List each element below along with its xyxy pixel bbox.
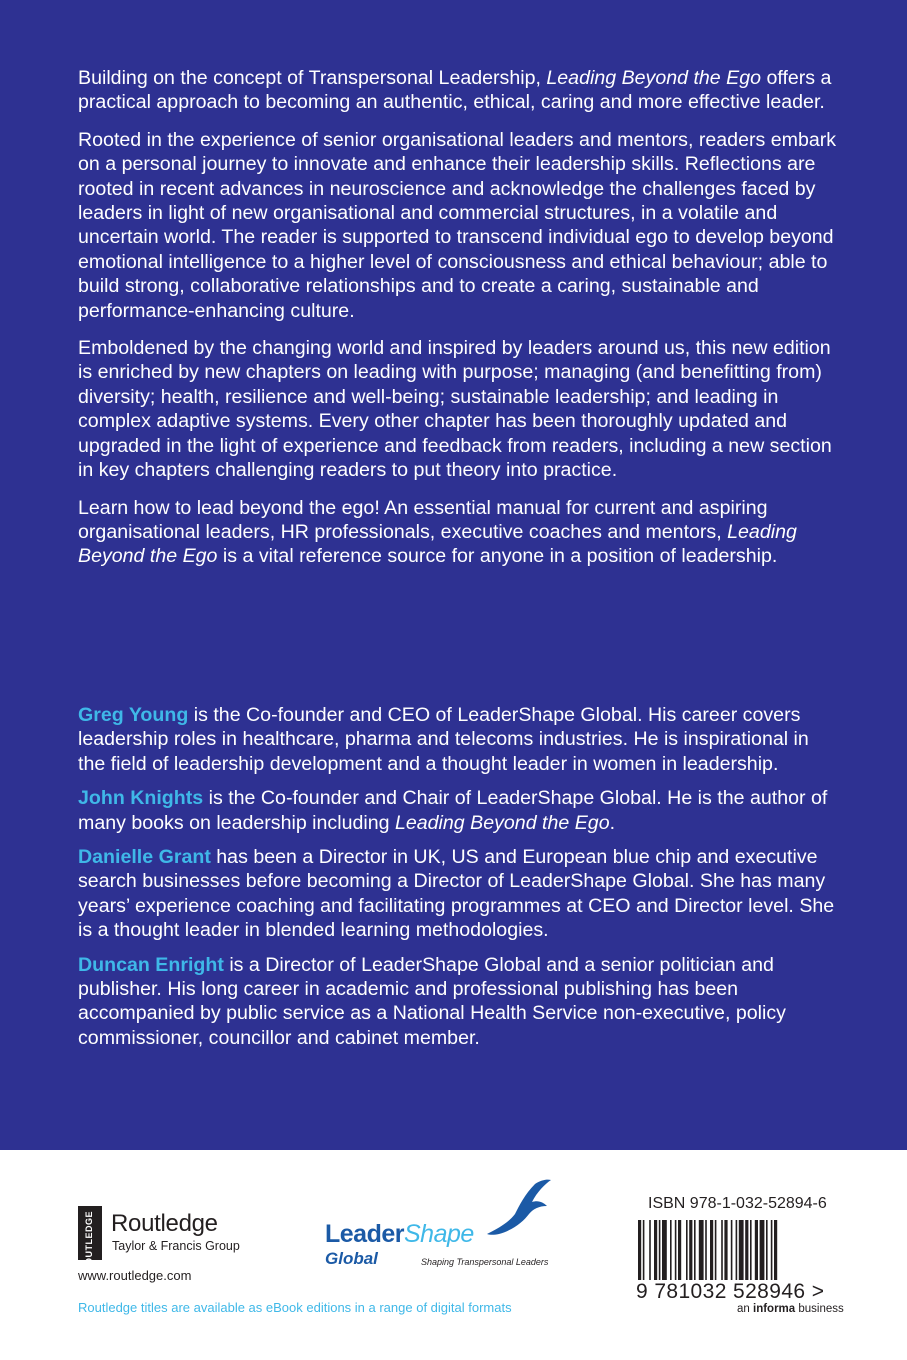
barcode-bar bbox=[731, 1220, 733, 1280]
routledge-subtitle: Taylor & Francis Group bbox=[112, 1239, 240, 1253]
barcode-bar bbox=[766, 1220, 768, 1280]
barcode-bar bbox=[745, 1220, 748, 1280]
leadershape-global: Global bbox=[325, 1249, 378, 1268]
bird-icon bbox=[485, 1178, 555, 1240]
leadershape-logo bbox=[325, 1178, 565, 1273]
routledge-r-icon: ROUTLEDGE bbox=[78, 1206, 102, 1260]
barcode-bar bbox=[654, 1220, 657, 1280]
barcode-bar bbox=[649, 1220, 651, 1280]
author-bio-greg-young: Greg Young is the Co-founder and CEO of LeaderShape Global. His career covers leadership roles in healthcare, pharma and telecoms industries. He is inspirational in the field of leadership development and a thought leader in women in leadership. bbox=[78, 704, 809, 775]
barcode-bar bbox=[739, 1220, 744, 1280]
barcode-bar bbox=[736, 1220, 738, 1280]
informa-tagline: an informa business bbox=[737, 1303, 844, 1315]
barcode-bar bbox=[678, 1220, 681, 1280]
isbn-label: ISBN 978-1-032-52894-6 bbox=[648, 1195, 827, 1212]
routledge-wordmark: Routledge bbox=[111, 1210, 218, 1237]
author-bio-danielle-grant: Danielle Grant has been a Director in UK, US and European blue chip and executive search businesses before becoming a Director of LeaderShape Global. She has many years’ experience coaching and facilitating programmes at CEO and Director level. She is a thought leader in blended learning methodologies. bbox=[78, 846, 835, 942]
author-bio-john-knights: John Knights is the Co-founder and Chair of LeaderShape Global. He is the author of many books on leadership including Leading Beyond the Ego. bbox=[78, 787, 828, 834]
barcode-number: 9 781032 528946 > bbox=[636, 1280, 825, 1303]
author-bio-duncan-enright: Duncan Enright is a Director of LeaderShape Global and a senior politician and publisher. His long career in academic and professional publishing has been accompanied by public service as a National Health Service non-executive, policy commissioner, councillor and cabinet member. bbox=[78, 953, 786, 1049]
barcode-bar bbox=[694, 1220, 696, 1280]
leadershape-wordmark: LeaderShape bbox=[325, 1220, 474, 1248]
barcode-bar bbox=[675, 1220, 677, 1280]
footer-strip bbox=[0, 1150, 907, 1360]
barcode-bar bbox=[750, 1220, 752, 1280]
author-name: Duncan Enright bbox=[78, 953, 224, 976]
blurb-paragraph-3: Emboldened by the changing world and inspired by leaders around us, this new edition is enriched by new chapters on leading with purpose; managing (and benefitting from) diversity; health, resilience and well-being; sustainable leadership; and leading in complex adaptive systems. Every other chapter has been thoroughly updated and upgraded in the light of experience and feedback from readers, including a new section in key chapters challenging readers to put theory into practice. bbox=[78, 337, 832, 482]
barcode-bar bbox=[659, 1220, 661, 1280]
barcode-bar bbox=[638, 1220, 641, 1280]
barcode-bar bbox=[710, 1220, 713, 1280]
barcode-bar bbox=[771, 1220, 773, 1280]
barcode-bar bbox=[662, 1220, 667, 1280]
author-name: Greg Young bbox=[78, 704, 189, 726]
leadershape-tagline: Shaping Transpersonal Leaders bbox=[421, 1257, 549, 1267]
barcode-bar bbox=[760, 1220, 765, 1280]
book-title-italic: Leading Beyond the Ego bbox=[78, 520, 797, 568]
blurb-paragraph-4: Learn how to lead beyond the ego! An essential manual for current and aspiring organisational leaders, HR professionals, executive coaches and mentors, Leading Beyond the Ego is a vital reference source for anyone in a position of leadership. bbox=[78, 496, 797, 568]
book-title-italic: Leading Beyond the Ego bbox=[394, 811, 610, 834]
barcode-bar bbox=[689, 1220, 692, 1280]
barcode-bar bbox=[774, 1220, 777, 1280]
barcode-bar bbox=[699, 1220, 704, 1280]
barcode-bar bbox=[724, 1220, 727, 1280]
barcode-bar bbox=[715, 1220, 717, 1280]
blurb-paragraph-1: Building on the concept of Transpersonal Leadership, Leading Beyond the Ego offers a practical approach to becoming an authentic, ethical, caring and more effective leader. bbox=[78, 67, 832, 114]
barcode-bar bbox=[686, 1220, 688, 1280]
publisher-url: www.routledge.com bbox=[78, 1268, 192, 1283]
barcode-bar bbox=[755, 1220, 758, 1280]
ebook-note: Routledge titles are available as eBook editions in a range of digital formats bbox=[78, 1300, 512, 1315]
blurb-paragraph-2: Rooted in the experience of senior organisational leaders and mentors, readers embark on a personal journey to innovate and enhance their leadership skills. Reflections are rooted in recent advances in neuroscience and acknowledge the challenges faced by leaders in light of new organisational and commercial structures, in a volatile and uncertain world. The reader is supported to transcend individual ego to develop beyond emotional intelligence to a higher level of consciousness and ethical behaviour; able to build strong, collaborative relationships and to create a caring, sustainable and performance-enhancing culture. bbox=[78, 128, 837, 322]
book-blurb bbox=[78, 66, 838, 582]
barcode-arrow: > bbox=[811, 1280, 825, 1303]
author-name: Danielle Grant bbox=[78, 846, 211, 869]
book-title-italic: Leading Beyond the Ego bbox=[546, 67, 762, 89]
barcode-bar bbox=[670, 1220, 672, 1280]
barcode-bar bbox=[643, 1220, 645, 1280]
barcode-bar bbox=[705, 1220, 707, 1280]
barcode-bar bbox=[721, 1220, 723, 1280]
routledge-logo bbox=[78, 1206, 278, 1273]
author-bios bbox=[78, 703, 838, 1060]
barcode-icon bbox=[636, 1220, 836, 1280]
author-name: John Knights bbox=[78, 787, 204, 810]
